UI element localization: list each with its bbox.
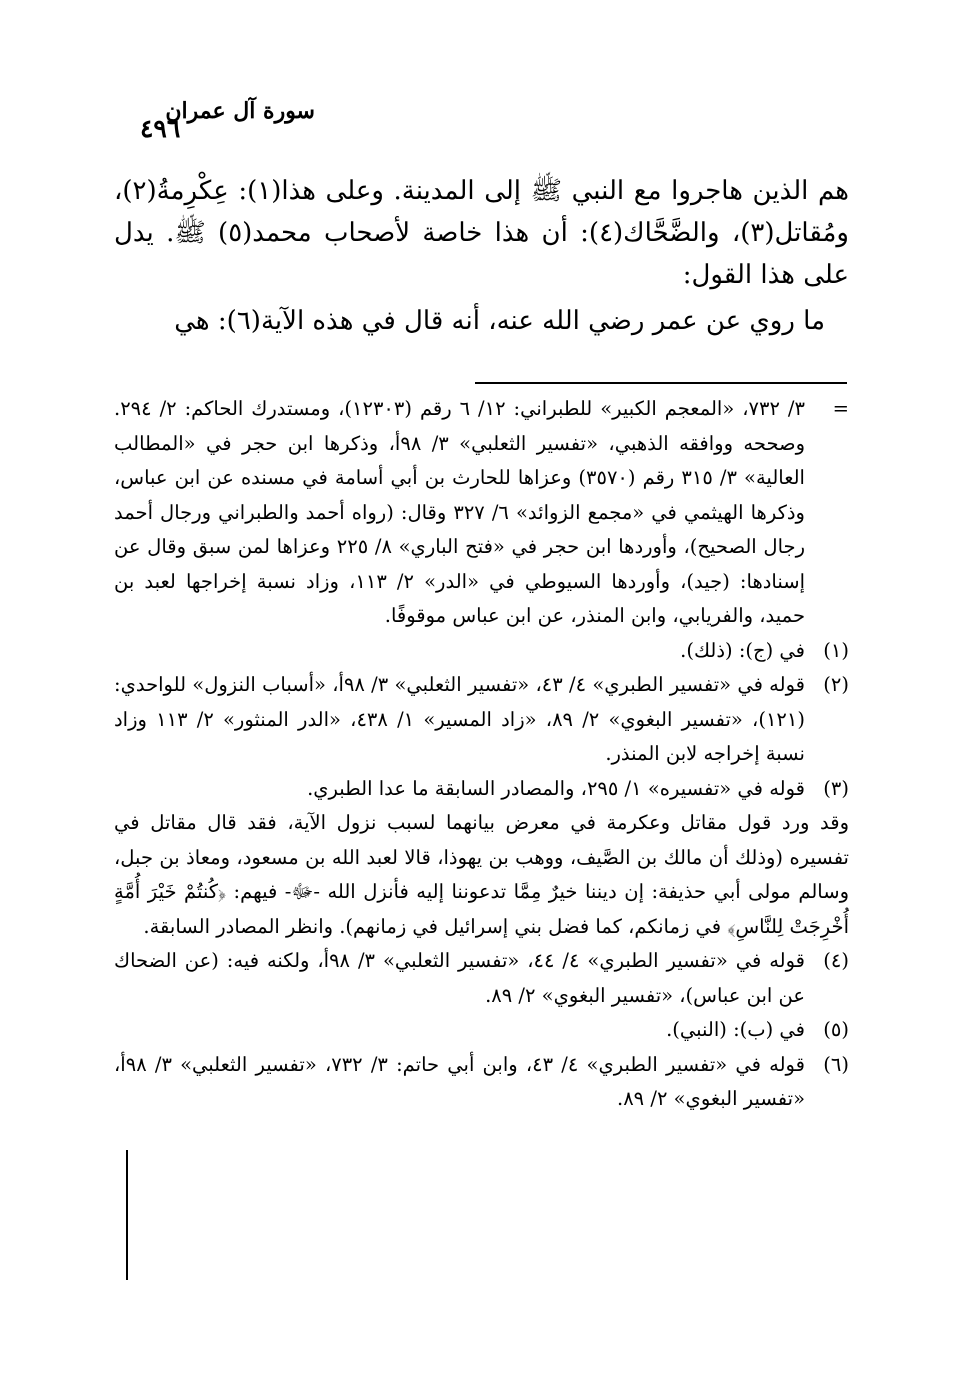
footnote-3 bbox=[114, 772, 849, 945]
margin-scan-mark bbox=[126, 1150, 128, 1280]
footnote-text: ٣/ ٧٣٢، «المعجم الكبير» للطبراني: ١٢/ ٦ رقم (١٢٣٠٣)، ومستدرك الحاكم: ٢/ ٢٩٤. وصححه ووافقه الذهبي، «تفسير الثعلبي» ٣/ ٩٨أ، وذكرها ابن حجر في «المطالب العالية» ٣/ ٣١٥ رقم (٣٥٧٠) وعزاها للحارث بن أبي أسامة في مسنده عن ابن عباس، وذكرها الهيثمي في «مجمع الزوائد» ٦/ ٣٢٧ وقال: (رواه أحمد والطبراني ورجال أحمد رجال الصحيح)، وأوردها ابن حجر في «فتح الباري» ٨/ ٢٢٥ وعزاها لمن سبق وقال عن إسنادها: (جيد)، وأوردها السيوطي في «الدر» ٢/ ١١٣، وزاد نسبة إخراجها لعبد بن حميد، والفريابي، وابن المنذر، عن ابن عباس موقوفًا. bbox=[114, 397, 806, 627]
footnote-marker: (١) bbox=[823, 638, 849, 662]
footnote-6 bbox=[114, 1048, 849, 1117]
footnote-text: في (ب): (النبي). bbox=[666, 1018, 805, 1041]
footnote-continuation: وقد ورد قول مقاتل وعكرمة في معرض بيانهما لسبب نزول الآية، فقد قال مقاتل في تفسيره (وذلك أن مالك بن الصَّيف، ووهب بن يهوذا، قالا لعبد الله بن مسعود، ومعاذ بن جبل، وسالم مولى أبي حذيفة: إن ديننا خيرٌ مِمَّا تدعوننا إليه فأنزل الله -ﷻ- فيهم: ﴿كُنتُمْ خَيْرَ أُمَّةٍ أُخْرِجَتْ لِلنَّاسِ﴾ في زمانكم، كما فضل بني إسرائيل في زمانهم). وانظر المصادر السابقة. bbox=[114, 811, 849, 938]
footnote-1 bbox=[114, 634, 849, 669]
main-text-block bbox=[114, 170, 849, 342]
running-header-title: سورة آل عمران bbox=[165, 98, 315, 124]
main-paragraph-1: هم الذين هاجروا مع النبي ﷺ إلى المدينة. وعلى هذا(١): عِكْرِمةُ(٢)، ومُقاتل(٣)، والضَّحَّاك(٤): أن هذا خاصة لأصحاب محمد(٥) ﷺ. يدل على هذا القول: bbox=[114, 176, 849, 290]
page-number: ٤٩٦ bbox=[140, 114, 181, 143]
footnote-marker: (٢) bbox=[823, 673, 849, 696]
footnote-5 bbox=[114, 1013, 849, 1048]
footnote-text: قوله في «تفسير الطبري» ٤/ ٤٣، «تفسير الثعلبي» ٣/ ٩٨أ، «أسباب النزول» للواحدي: (١٢١)، «تفسير البغوي» ٢/ ٨٩، «زاد المسير» ١/ ٤٣٨، «الدر المنثور» ٢/ ١١٣ وزاد نسبة إخراجه لابن المنذر. bbox=[114, 673, 805, 765]
footnote-separator bbox=[475, 382, 847, 384]
footnote-continued bbox=[114, 392, 849, 634]
footnote-4 bbox=[114, 944, 849, 1013]
footnote-text: قوله في «تفسير الطبري» ٤/ ٤٣، وابن أبي حاتم: ٣/ ٧٣٢، «تفسير الثعلبي» ٣/ ٩٨أ، «تفسير البغوي» ٢/ ٨٩. bbox=[114, 1052, 805, 1110]
footnote-body bbox=[114, 772, 849, 945]
footnote-text: قوله في «تفسير الطبري» ٤/ ٤٤، «تفسير الثعلبي» ٣/ ٩٨أ، ولكنه فيه: (عن الضحاك عن ابن عباس)، «تفسير البغوي» ٢/ ٨٩. bbox=[114, 949, 805, 1007]
footnote-text: في (ج): (ذلك). bbox=[680, 638, 805, 662]
footnote-text: قوله في «تفسيره» ١/ ٢٩٥، والمصادر السابقة ما عدا الطبري. bbox=[307, 776, 805, 800]
footnote-marker: (٥) bbox=[823, 1018, 849, 1041]
main-paragraph-2: ما روي عن عمر رضي الله عنه، أنه قال في هذه الآية(٦): هي bbox=[174, 306, 825, 336]
footnote-marker: (٦) bbox=[823, 1052, 849, 1076]
footnotes-block bbox=[114, 392, 849, 1117]
footnote-marker: (٣) bbox=[823, 776, 849, 800]
footnote-marker: (٤) bbox=[823, 949, 849, 972]
footnote-marker: = bbox=[832, 397, 849, 420]
footnote-2 bbox=[114, 668, 849, 772]
